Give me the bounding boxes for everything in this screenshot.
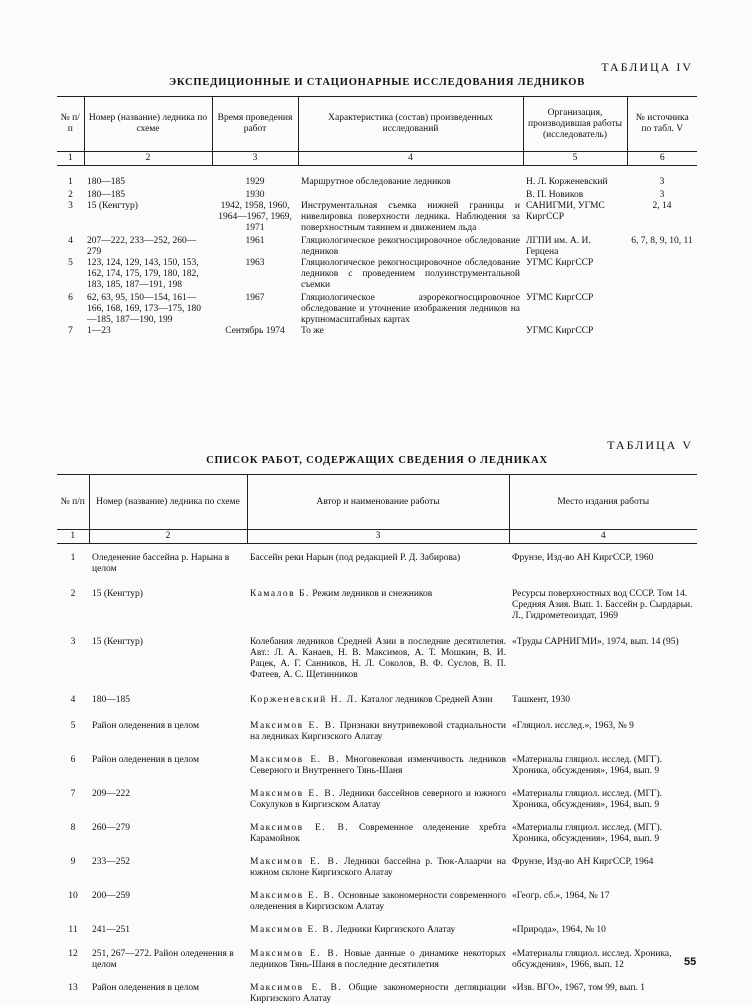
work-title: Общие закономерности дегляциации Киргизского Алатау <box>250 983 506 1004</box>
source-cell <box>627 258 697 291</box>
glacier-cell: 1—23 <box>87 326 111 336</box>
table-v-section <box>57 438 697 1005</box>
table-row <box>57 695 697 721</box>
description-cell: Гляциологическое аэрорекогносцировочное обследование и уточнение изображения ледников на крупномасштабных картах <box>301 293 520 325</box>
table-v-header: № п/п <box>57 475 89 530</box>
glacier-cell: 207—222, 233—252, 260—279 <box>87 236 197 257</box>
row-number: 2 <box>70 589 76 599</box>
table-iv-col-number: 2 <box>84 152 212 166</box>
work-title: Колебания ледников Средней Азии в последние десятилетия. Авт.: Л. А. Канаев, Н. В. Максимов, А. Т. Мошкин, В. И. Рацек, А. Г. Санников, Н. Л. Соколов, В. Ф. Суслов, В. П. Фатеев, А. С. Щетинников <box>250 637 506 680</box>
publication-cell: «Труды САРНИГМИ», 1974, вып. 14 (95) <box>512 637 679 647</box>
table-iv-col-number: 1 <box>57 152 84 166</box>
work-cell <box>247 637 509 695</box>
author: Максимов Е. В. <box>250 823 350 833</box>
row-number: 12 <box>68 949 78 959</box>
table-iv-header: Номер (название) ледника по схеме <box>84 97 212 152</box>
glacier-cell: Район оледенения в целом <box>92 721 199 731</box>
glacier-cell: 15 (Кенгтур) <box>92 589 143 599</box>
author: Камалов Б. <box>250 589 310 599</box>
table-iv-header: Характеристика (состав) произведенных исследований <box>298 97 523 152</box>
description-cell: То же <box>301 326 324 336</box>
table-row <box>57 891 697 925</box>
work-title: Ледники Киргизского Алатау <box>334 925 456 935</box>
work-cell <box>247 553 509 589</box>
source-cell <box>627 326 697 337</box>
work-cell <box>247 589 509 637</box>
author: Максимов Е. В. <box>250 891 336 901</box>
publication-cell: Фрунзе, Изд-во АН КиргССР, 1960 <box>512 553 654 563</box>
table-row <box>57 925 697 949</box>
work-cell <box>247 857 509 891</box>
publication-cell: «Гляциол. исслед.», 1963, № 9 <box>512 721 634 731</box>
description-cell <box>298 188 523 201</box>
organization-cell: УГМС КиргССР <box>526 293 594 303</box>
table-row <box>57 553 697 589</box>
table-row <box>57 823 697 857</box>
time-cell: 1930 <box>245 190 265 200</box>
glacier-cell: 260—279 <box>92 823 130 833</box>
publication-cell: «Материалы гляциол. исслед. (МГГ). Хроника, обсуждения», 1964, вып. 9 <box>512 823 663 844</box>
glacier-cell: 180—185 <box>92 695 130 705</box>
table-row <box>57 755 697 789</box>
row-number: 7 <box>68 326 73 336</box>
work-cell <box>247 823 509 857</box>
table-v-header: Место издания работы <box>509 475 697 530</box>
work-title: Многовековая изменчивость ледников Северного и Внутреннего Тянь-Шаня <box>250 755 507 776</box>
row-number: 2 <box>68 190 73 200</box>
table-row <box>57 291 697 326</box>
table-row <box>57 234 697 258</box>
row-number: 1 <box>70 553 76 563</box>
organization-cell: В. П. Новиков <box>526 190 584 200</box>
table-iv <box>57 96 697 337</box>
author: Максимов Е. В. <box>250 949 340 959</box>
work-title: Бассейн реки Нарын (под редакцией Р. Д. Забирова) <box>250 553 461 563</box>
organization-cell: Н. Л. Корженевский <box>526 177 608 187</box>
work-title: Основные закономерности современного оледенения в Киргизском Алатау <box>250 891 506 912</box>
publication-cell: «Материалы гляциол. исслед. Хроника, обсуждения», 1966, вып. 12 <box>512 949 672 970</box>
row-number: 5 <box>68 258 73 268</box>
glacier-cell: 180—185 <box>87 177 125 187</box>
author: Максимов Е. В. <box>250 983 343 993</box>
table-v-col-number: 2 <box>89 530 247 544</box>
row-number: 6 <box>70 755 76 765</box>
table-row <box>57 721 697 755</box>
work-cell <box>247 789 509 823</box>
row-number: 5 <box>70 721 76 731</box>
row-number: 7 <box>70 789 76 799</box>
glacier-cell: Оледенение бассейна р. Нарына в целом <box>92 553 230 574</box>
glacier-cell: 209—222 <box>92 789 130 799</box>
organization-cell: САНИГМИ, УГМС КиргССР <box>526 201 605 222</box>
glacier-cell: 200—259 <box>92 891 130 901</box>
work-cell <box>247 925 509 949</box>
glacier-cell: 233—252 <box>92 857 130 867</box>
organization-cell: ЛГПИ им. А. И. Герцена <box>526 236 591 257</box>
row-number: 13 <box>68 983 78 993</box>
glacier-cell: Район оледенения в целом <box>92 983 199 993</box>
publication-cell: Ташкент, 1930 <box>512 695 570 705</box>
description-cell: Гляциологическое рекогносцировочное обследование ледников <box>301 236 520 257</box>
glacier-cell: 241—251 <box>92 925 130 935</box>
table-row <box>57 188 697 201</box>
time-cell: 1942, 1958, 1960, 1964—1967, 1969, 1971 <box>218 201 292 233</box>
row-number: 6 <box>68 293 73 303</box>
work-cell <box>247 695 509 721</box>
author: Максимов Е. В. <box>250 721 337 731</box>
author: Максимов Е. В. <box>250 925 335 935</box>
table-row <box>57 637 697 695</box>
table-row <box>57 857 697 891</box>
source-cell: 6, 7, 8, 9, 10, 11 <box>631 236 693 246</box>
table-row <box>57 949 697 983</box>
work-title: Признаки внутривековой стадиальности на ледниках Киргизского Алатау <box>250 721 506 742</box>
source-cell: 2, 14 <box>652 201 672 211</box>
publication-cell: «Изв. ВГО», 1967, том 99, вып. 1 <box>512 983 645 993</box>
row-number: 8 <box>70 823 76 833</box>
work-title: Ледники бассейнов северного и южного Сокулуков в Киргизском Алатау <box>250 789 506 810</box>
publication-cell: «Природа», 1964, № 10 <box>512 925 606 935</box>
table-iv-header: Организация, производившая работы (исследователь) <box>523 97 627 152</box>
description-cell: Гляциологическое рекогносцировочное обследование ледников с проведением полуинструментальной съемки <box>301 258 520 290</box>
table-v-header: Номер (название) ледника по схеме <box>89 475 247 530</box>
source-cell <box>627 291 697 326</box>
time-cell: Сентябрь 1974 <box>225 326 285 336</box>
page-number: 55 <box>684 956 697 968</box>
table-row <box>57 326 697 337</box>
table-v-col-number: 3 <box>247 530 509 544</box>
publication-cell: «Материалы гляциол. исслед. (МГГ). Хроника, обсуждения», 1964, вып. 9 <box>512 755 663 776</box>
glacier-cell: 180—185 <box>87 190 125 200</box>
table-iv-col-number: 5 <box>523 152 627 166</box>
publication-cell: «Геогр. сб.», 1964, № 17 <box>512 891 610 901</box>
table-row <box>57 258 697 291</box>
row-number: 10 <box>68 891 78 901</box>
glacier-cell: 15 (Кенгтур) <box>92 637 143 647</box>
source-cell: 3 <box>659 190 665 200</box>
work-cell <box>247 755 509 789</box>
work-title: Современное оледенение хребта Карамойнок <box>250 823 506 844</box>
table-iv-title: ЭКСПЕДИЦИОННЫЕ И СТАЦИОНАРНЫЕ ИССЛЕДОВАНИЯ ЛЕДНИКОВ <box>168 77 586 88</box>
time-cell: 1967 <box>245 293 265 303</box>
table-iv-header: № п/п <box>57 97 84 152</box>
work-cell <box>247 983 509 1005</box>
table-iv-col-number: 6 <box>627 152 697 166</box>
table-iv-header: Время проведения работ <box>212 97 298 152</box>
work-title: Каталог ледников Средней Азии <box>358 695 493 705</box>
table-iv-col-number: 4 <box>298 152 523 166</box>
table-row <box>57 175 697 188</box>
work-cell <box>247 721 509 755</box>
row-number: 3 <box>70 637 76 647</box>
author: Максимов Е. В. <box>250 755 340 765</box>
row-number: 1 <box>68 177 73 187</box>
row-number: 11 <box>68 925 78 935</box>
glacier-cell: 15 (Кенгтур) <box>87 201 138 211</box>
work-title: Новые данные о динамике некоторых ледников Тянь-Шаня в последние десятилетия <box>250 949 507 970</box>
glacier-cell: 62, 63, 95, 150—154, 161—166, 168, 169, 173—175, 180—185, 187—190, 199 <box>87 293 201 325</box>
table-v-title: СПИСОК РАБОТ, СОДЕРЖАЩИХ СВЕДЕНИЯ О ЛЕДНИКАХ <box>206 455 548 466</box>
publication-cell: Ресурсы поверхностных вод СССР. Том 14. Средняя Азия. Вып. 1. Бассейн р. Сырдарьи. Л., Гидрометеоиздат, 1969 <box>512 589 693 621</box>
author: Максимов Е. В. <box>250 789 337 799</box>
table-row <box>57 789 697 823</box>
table-v-col-number: 1 <box>57 530 89 544</box>
glacier-cell: Район оледенения в целом <box>92 755 199 765</box>
table-row <box>57 201 697 234</box>
row-number: 4 <box>68 236 73 246</box>
source-cell: 3 <box>659 177 665 187</box>
time-cell: 1961 <box>245 236 265 246</box>
publication-cell: «Материалы гляциол. исслед. (МГГ). Хроника, обсуждения», 1964, вып. 9 <box>512 789 663 810</box>
table-v-label: ТАБЛИЦА V <box>607 438 693 452</box>
table-row <box>57 589 697 637</box>
table-iv-label: ТАБЛИЦА IV <box>601 60 693 74</box>
description-cell: Маршрутное обследование ледников <box>301 177 451 187</box>
work-cell <box>247 891 509 925</box>
table-row <box>57 983 697 1005</box>
work-cell <box>247 949 509 983</box>
description-cell: Инструментальная съемка нижней границы и нивелировка поверхности ледника. Наблюдения за поверхностным таянием и движением льда <box>301 201 520 233</box>
author: Корженевский Н. Л. <box>250 695 359 705</box>
author: Максимов Е. В. <box>250 857 340 867</box>
table-iv-section <box>57 60 697 337</box>
glacier-cell: 123, 124, 129, 143, 150, 153, 162, 174, 175, 179, 180, 182, 183, 185, 187—191, 198 <box>87 258 199 290</box>
row-number: 3 <box>68 201 73 211</box>
work-title: Режим ледников и снежников <box>309 589 433 599</box>
organization-cell: УГМС КиргССР <box>526 258 594 268</box>
row-number: 9 <box>70 857 76 867</box>
table-iv-header: № источника по табл. V <box>627 97 697 152</box>
table-iv-col-number: 3 <box>212 152 298 166</box>
table-v-header: Автор и наименование работы <box>247 475 509 530</box>
time-cell: 1963 <box>245 258 265 268</box>
glacier-cell: 251, 267—272. Район оледенения в целом <box>92 949 234 970</box>
publication-cell: Фрунзе, Изд-во АН КиргССР, 1964 <box>512 857 654 867</box>
row-number: 4 <box>70 695 76 705</box>
organization-cell: УГМС КиргССР <box>526 326 594 336</box>
table-v-col-number: 4 <box>509 530 697 544</box>
table-v <box>57 474 697 1005</box>
work-title: Ледники бассейна р. Тюк-Алаарчи на южном склоне Киргизского Алатау <box>250 857 506 878</box>
time-cell: 1929 <box>245 177 265 187</box>
